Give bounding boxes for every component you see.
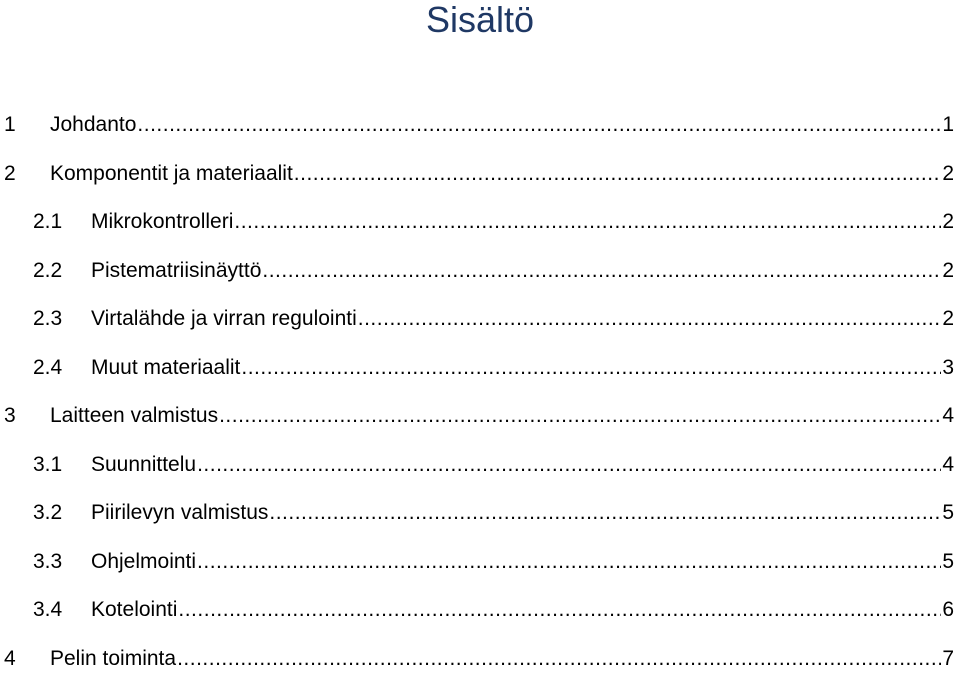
toc-entry-text[interactable]: Pistematriisinäyttö [91,247,261,296]
toc-entry-page: 4 [942,392,960,441]
toc-entry[interactable] [0,586,960,635]
toc-entry-text[interactable]: Virtalähde ja virran regulointi [91,295,357,344]
toc-entry[interactable] [0,392,960,441]
toc-entry[interactable] [0,344,960,393]
toc-entry-number: 3.3 [0,538,91,587]
toc-entry-page: 7 [942,635,960,683]
toc-entry-page: 3 [942,344,960,393]
toc-entry[interactable] [0,198,960,247]
toc-entry-text[interactable]: Komponentit ja materiaalit [50,150,293,199]
toc-entry[interactable] [0,441,960,490]
toc-entry-text[interactable]: Muut materiaalit [91,344,240,393]
toc-entry-page: 5 [942,538,960,587]
toc-dot-leader [241,344,941,393]
toc-entry-text[interactable]: Johdanto [50,101,136,150]
table-of-contents [0,101,960,683]
toc-entry-text[interactable]: Kotelointi [91,586,177,635]
toc-entry-number: 3.4 [0,586,91,635]
toc-entry-page: 4 [942,441,960,490]
toc-entry-text[interactable]: Pelin toiminta [50,635,176,683]
toc-entry-text[interactable]: Ohjelmointi [91,538,196,587]
toc-dot-leader [197,538,941,587]
toc-entry-page: 6 [942,586,960,635]
toc-entry-page: 2 [942,295,960,344]
toc-entry-number: 3.1 [0,441,91,490]
toc-entry-page: 5 [942,489,960,538]
toc-dot-leader [178,586,941,635]
toc-entry-number: 3.2 [0,489,91,538]
toc-entry-number: 3 [0,392,50,441]
page-title: Sisältö [0,0,960,40]
toc-entry-number: 2 [0,150,50,199]
toc-entry-text[interactable]: Mikrokontrolleri [91,198,233,247]
toc-entry-number: 2.3 [0,295,91,344]
toc-dot-leader [137,101,941,150]
toc-entry-text[interactable]: Suunnittelu [91,441,196,490]
toc-dot-leader [234,198,941,247]
toc-dot-leader [294,150,942,199]
toc-entry-number: 2.2 [0,247,91,296]
toc-entry[interactable] [0,295,960,344]
toc-entry-number: 4 [0,635,50,683]
toc-dot-leader [269,489,941,538]
toc-entry[interactable] [0,247,960,296]
toc-dot-leader [219,392,941,441]
toc-entry[interactable] [0,635,960,683]
toc-entry[interactable] [0,489,960,538]
toc-entry[interactable] [0,538,960,587]
toc-dot-leader [358,295,942,344]
toc-entry-number: 1 [0,101,50,150]
toc-dot-leader [177,635,941,683]
toc-entry-text[interactable]: Piirilevyn valmistus [91,489,268,538]
toc-entry-number: 2.1 [0,198,91,247]
toc-entry-number: 2.4 [0,344,91,393]
toc-entry[interactable] [0,150,960,199]
toc-entry-page: 2 [942,247,960,296]
toc-entry-page: 2 [942,198,960,247]
toc-dot-leader [197,441,941,490]
toc-entry-page: 1 [942,101,960,150]
toc-entry-text[interactable]: Laitteen valmistus [50,392,218,441]
toc-entry[interactable] [0,101,960,150]
toc-entry-page: 2 [942,150,960,199]
toc-dot-leader [262,247,941,296]
